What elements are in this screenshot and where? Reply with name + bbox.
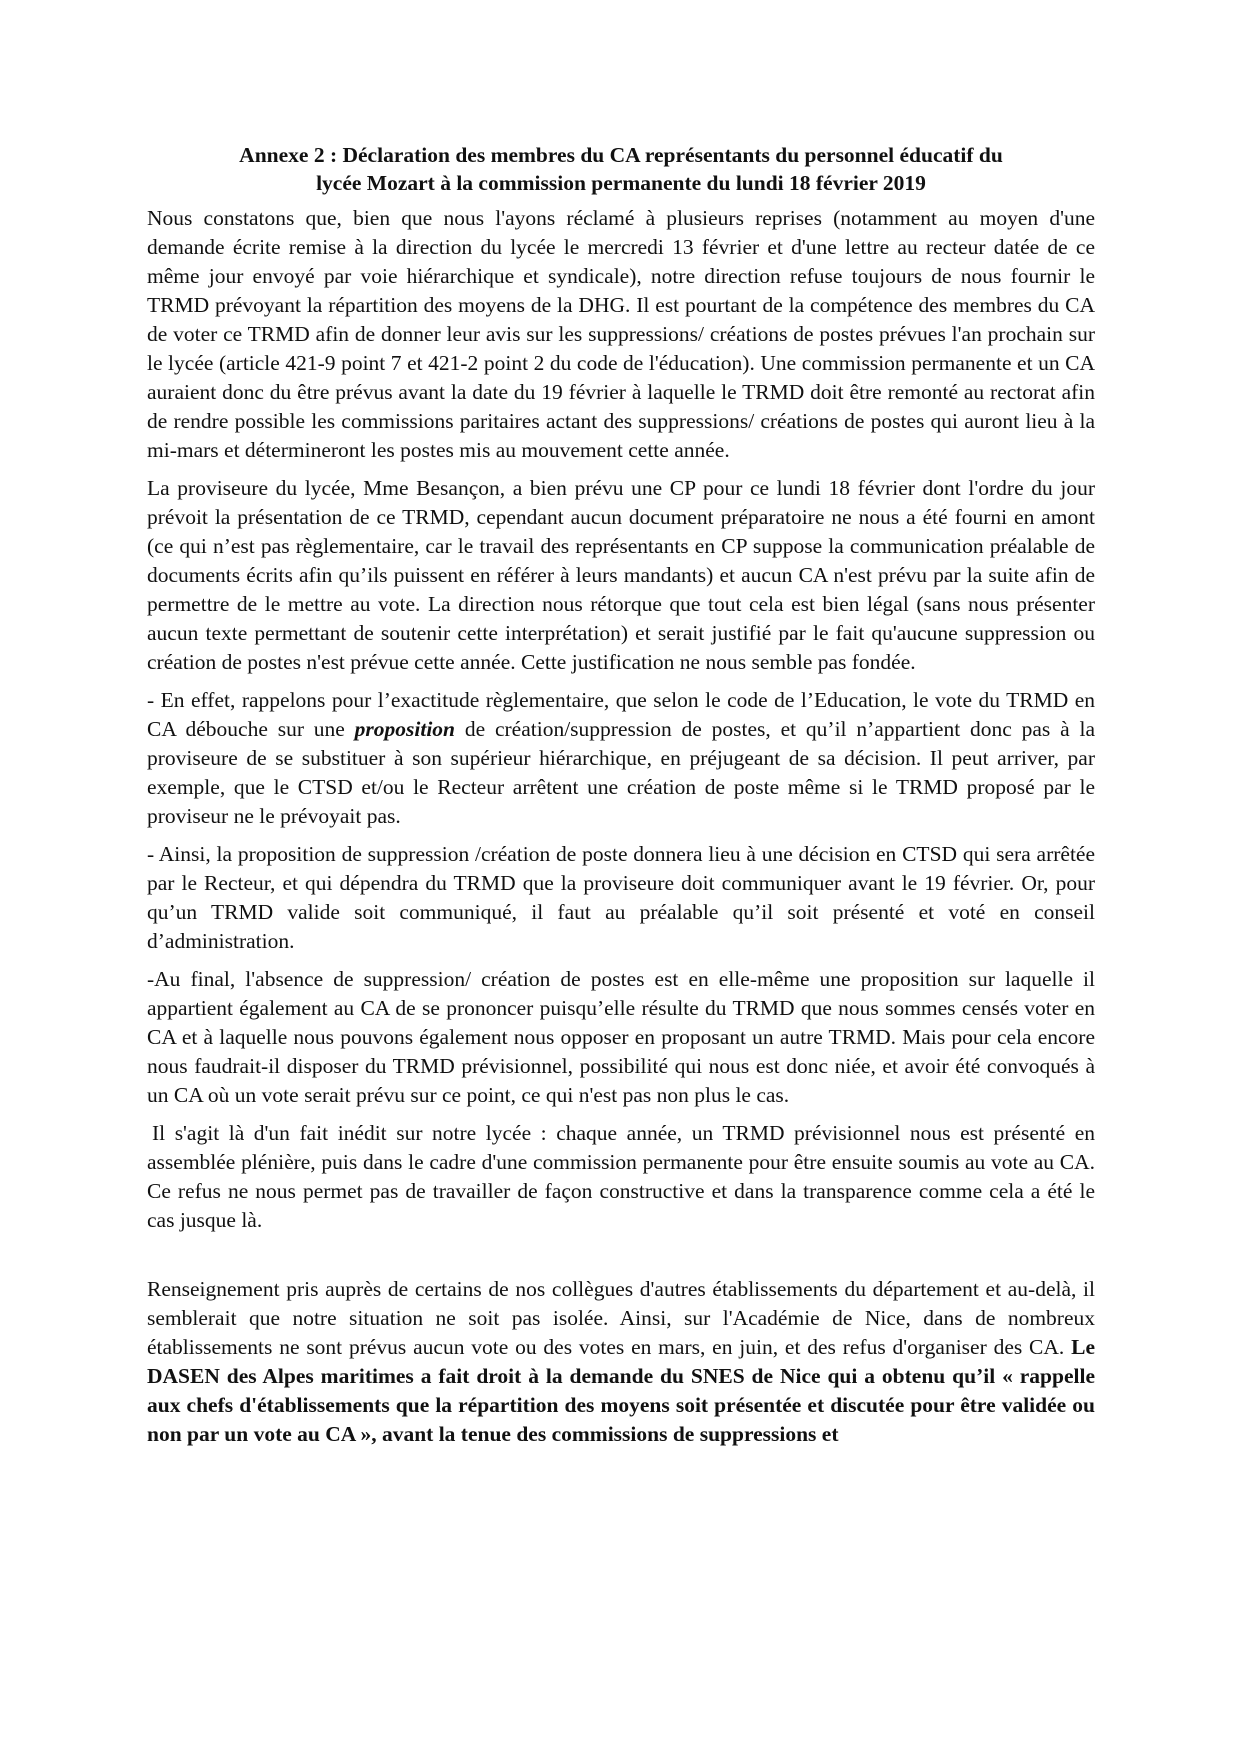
paragraph-3 (147, 686, 1095, 831)
paragraph-7-text: Renseignement pris auprès de certains de nos collègues d'autres établissements du département et au-delà, il semblerait que notre situation ne soit pas isolée. Ainsi, sur l'Académie de Nice, dans de nombreux établissements ne sont prévus aucun vote ou des votes en mars, en juin, et des refus d'organiser des CA. (147, 1277, 1095, 1359)
document-page (147, 141, 1095, 1458)
paragraph-1: Nous constatons que, bien que nous l'ayons réclamé à plusieurs reprises (notamment au moyen d'une demande écrite remise à la direction du lycée le mercredi 13 février et d'une lettre au recteur datée de ce même jour envoyé par voie hiérarchique et syndicale), notre direction refuse toujours de nous fournir le TRMD prévoyant la répartition des moyens de la DHG. Il est pourtant de la compétence des membres du CA de voter ce TRMD afin de donner leur avis sur les suppressions/ créations de postes prévues l'an prochain sur le lycée (article 421-9 point 7 et 421-2 point 2 du code de l'éducation). Une commission permanente et un CA auraient donc du être prévus avant la date du 19 février à laquelle le TRMD doit être remonté au rectorat afin de rendre possible les commissions paritaires actant des suppressions/ créations de postes qui auront lieu à la mi-mars et détermineront les postes mis au mouvement cette année. (147, 206, 1095, 462)
title-line-1: Annexe 2 : Déclaration des membres du CA représentants du personnel éducatif du (239, 143, 1003, 167)
paragraph-6: Il s'agit là d'un fait inédit sur notre lycée : chaque année, un TRMD prévisionnel nous est présenté en assemblée plénière, puis dans le cadre d'une commission permanente pour être ensuite soumis au vote au CA. Ce refus ne nous permet pas de travailler de façon constructive et dans la transparence comme cela a été le cas jusque là. (147, 1121, 1095, 1232)
paragraph-7 (147, 1275, 1095, 1449)
paragraph-2: La proviseure du lycée, Mme Besançon, a bien prévu une CP pour ce lundi 18 février dont l'ordre du jour prévoit la présentation de ce TRMD, cependant aucun document préparatoire ne nous a été fourni en amont (ce qui n’est pas règlementaire, car le travail des représentants en CP suppose la communication préalable de documents écrits afin qu’ils puissent en référer à leurs mandants) et aucun CA n'est prévu par la suite afin de permettre de le mettre au vote. La direction nous rétorque que tout cela est bien légal (sans nous présenter aucun texte permettant de soutenir cette interprétation) et serait justifié par le fait qu'aucune suppression ou création de postes n'est prévue cette année. Cette justification ne nous semble pas fondée. (147, 476, 1095, 674)
paragraph-3-text-end: de création/suppression de postes, et qu’il n’appartient donc pas à la proviseure de se substituer à son supérieur hiérarchique, en préjugeant de sa décision. Il peut arriver, par exemple, que le CTSD et/ou le Recteur arrêtent une création de poste même si le TRMD proposé par le proviseur ne le prévoyait pas. (147, 717, 1095, 828)
paragraph-7-bold-text: Le DASEN des Alpes maritimes a fait droit à la demande du SNES de Nice qui a obtenu qu’il « rappelle aux chefs d'établissements que la répartition des moyens soit présentée et discutée pour être validée ou non par un vote au CA », avant la tenue des commissions de suppressions et (147, 1335, 1095, 1446)
title-line-2: lycée Mozart à la commission permanente du lundi 18 février 2019 (316, 171, 926, 195)
paragraph-5: -Au final, l'absence de suppression/ création de postes est en elle-même une proposition sur laquelle il appartient également au CA de se prononcer puisqu’elle résulte du TRMD que nous sommes censés voter en CA et à laquelle nous pouvons également nous opposer en proposant un autre TRMD. Mais pour cela encore nous faudrait-il disposer du TRMD prévisionnel, possibilité qui nous est donc niée, et avoir été convoqués à un CA où un vote serait prévu sur ce point, ce qui n'est pas non plus le cas. (147, 967, 1095, 1107)
document-title (147, 141, 1095, 197)
paragraph-3-text-start: - En effet, rappelons pour l’exactitude règlementaire, que selon le code de l’Education, le vote du TRMD en CA débouche sur une (147, 688, 1095, 741)
paragraph-4: - Ainsi, la proposition de suppression /création de poste donnera lieu à une décision en CTSD qui sera arrêtée par le Recteur, et qui dépendra du TRMD que la proviseure doit communiquer avant le 19 février. Or, pour qu’un TRMD valide soit communiqué, il faut au préalable qu’il soit présenté et voté en conseil d’administration. (147, 842, 1095, 953)
paragraph-3-emphasis: proposition (354, 717, 456, 741)
